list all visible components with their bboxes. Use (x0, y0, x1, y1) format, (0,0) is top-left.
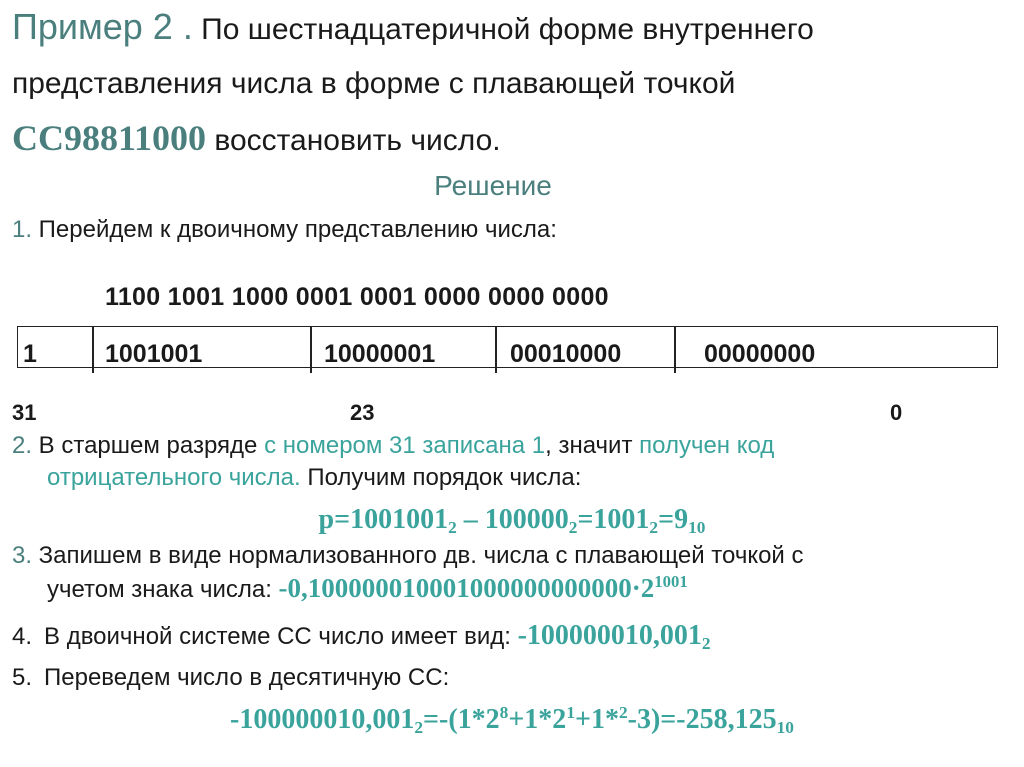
formula-part: +1* (575, 704, 619, 735)
step-number: 5. (12, 664, 33, 691)
mantissa-cell-2: 00010000 (510, 340, 622, 368)
step-number: 4. (12, 623, 33, 650)
step-4 (12, 620, 1012, 653)
step-3 (12, 540, 1012, 606)
formula-part: =9 (658, 504, 689, 535)
formula-part: -100000010,001 (517, 620, 702, 651)
formula-subscript: 2 (649, 518, 659, 537)
formula-subscript: 2 (701, 634, 711, 653)
mantissa-cell-1: 10000001 (324, 340, 436, 368)
formula-part: -0,100000010001000000000000·2 (278, 573, 655, 603)
field-divider (92, 327, 94, 373)
formula-part: p=1001001 (318, 504, 449, 535)
field-divider (674, 327, 676, 373)
step-text: Перейдем к двоичному представлению числа: (32, 216, 557, 243)
task-statement (12, 0, 1012, 168)
highlighted-text: получен код (639, 432, 775, 459)
formula-superscript: 1 (566, 703, 575, 722)
formula-part: -100000010,001 (230, 704, 415, 735)
formula-part: -3)=-258,125 (627, 704, 777, 735)
exponent-formula (0, 504, 1024, 536)
step-1 (12, 214, 557, 246)
formula-superscript: 1001 (654, 572, 688, 591)
step-text: Получим порядок числа: (300, 464, 582, 491)
formula-subscript: 10 (776, 718, 794, 737)
step-text: , значит (545, 432, 640, 459)
step-number: 3. (12, 542, 33, 569)
step-number: 1. (12, 216, 33, 243)
step-2 (12, 430, 1002, 494)
bit-field-table (17, 326, 998, 368)
mantissa-cell-3: 00000000 (704, 340, 816, 368)
sign-bit-cell: 1 (23, 340, 37, 368)
step-text: Запишем в виде нормализованного дв. числа с плавающей точкой с (32, 542, 804, 569)
task-text-1: По шестнадцатеричной форме внутреннего (192, 13, 814, 46)
formula-part: =1001 (577, 504, 650, 535)
bit-label-23: 23 (350, 400, 375, 425)
formula-part: – 100000 (456, 504, 569, 535)
bit-label-0: 0 (890, 400, 903, 425)
formula-superscript: 2 (618, 703, 628, 722)
formula-subscript: 2 (414, 718, 424, 737)
solution-heading: Решение (434, 170, 552, 201)
highlighted-text: с номером 31 записана 1 (264, 432, 546, 459)
formula-part: +1*2 (508, 704, 567, 735)
bit-label-31: 31 (12, 400, 37, 425)
formula-superscript: 8 (499, 703, 509, 722)
step-text: В старшем разряде (32, 432, 265, 459)
normalized-formula (279, 573, 688, 603)
field-divider (310, 327, 312, 373)
step-text: В двоичной системе СС число имеет вид: (44, 623, 518, 650)
final-formula (0, 704, 1024, 736)
step-text: Переведем число в десятичную СС: (44, 664, 450, 691)
formula-subscript: 10 (688, 518, 706, 537)
step-number: 2. (12, 432, 33, 459)
hex-value: CC98811000 (12, 118, 207, 158)
example-label: Пример 2 . (12, 6, 193, 47)
formula-subscript: 2 (568, 518, 578, 537)
step-5 (12, 662, 449, 694)
formula-part: =-(1*2 (423, 704, 500, 735)
task-text-2: представления числа в форме с плавающей точкой (12, 67, 736, 100)
task-text-3: восстановить число. (206, 124, 501, 157)
highlighted-text: отрицательного числа. (47, 464, 301, 491)
field-divider (495, 327, 497, 373)
binary-formula (518, 620, 711, 651)
formula-subscript: 2 (448, 518, 457, 537)
exponent-cell: 1001001 (105, 340, 203, 368)
binary-representation: 1100 1001 1000 0001 0001 0000 0000 0000 (105, 283, 609, 311)
step-text: учетом знака числа: (47, 576, 279, 603)
